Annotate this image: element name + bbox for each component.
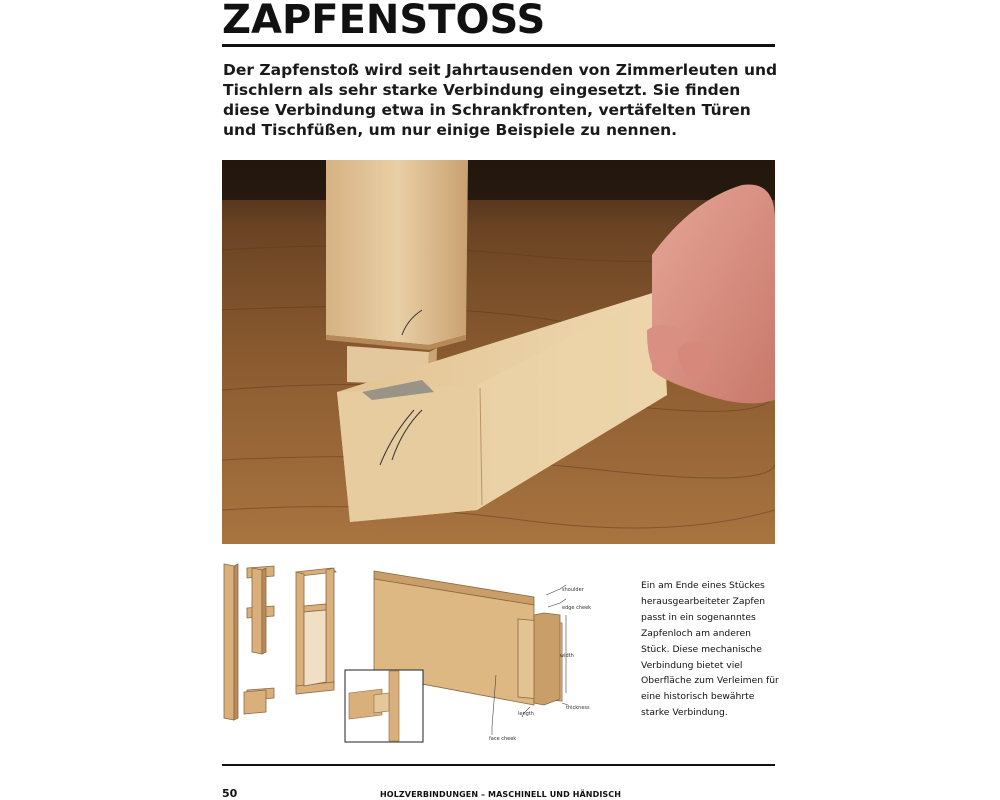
page-number: 50 [222,787,238,800]
intro-paragraph: Der Zapfenstoß wird seit Jahrtausenden von Zimmerleuten und Tischlern als sehr starke Verbindung eingesetzt. Sie finden diese Verbindung etwa in Schrankfronten, vertäfelten Türen und Tischfüßen, um nur einige Beispiele zu nennen. [223,61,778,139]
frame-illustration [222,562,340,734]
label-thickness: thickness [566,705,590,711]
label-width: width [560,653,574,659]
tenon-diagram-drawing [344,565,600,750]
label-shoulder: shoulder [562,587,584,593]
label-edge-cheek: edge cheek [562,605,592,611]
label-length: length [518,711,534,717]
joint-photo [222,160,775,544]
tenon-diagram [344,565,600,750]
figure-caption: Ein am Ende eines Stückes herausgearbeiteter Zapfen passt in ein sogenanntes Zapfenloch am anderen Stück. Diese mechanische Verbindung bietet viel Oberfläche zum Verleimen für eine historisch bewährte starke Verbindung. [641,580,779,719]
running-title: HOLZVERBINDUNGEN – MASCHINELL UND HÄNDISCH [380,790,622,799]
joint-photo-illustration [222,160,775,544]
title-rule [222,44,775,47]
footer-rule [222,764,775,766]
page-title: ZAPFENSTOSS [222,0,546,43]
frame-drawing [222,562,340,734]
label-face-cheek: face cheek [489,736,517,742]
